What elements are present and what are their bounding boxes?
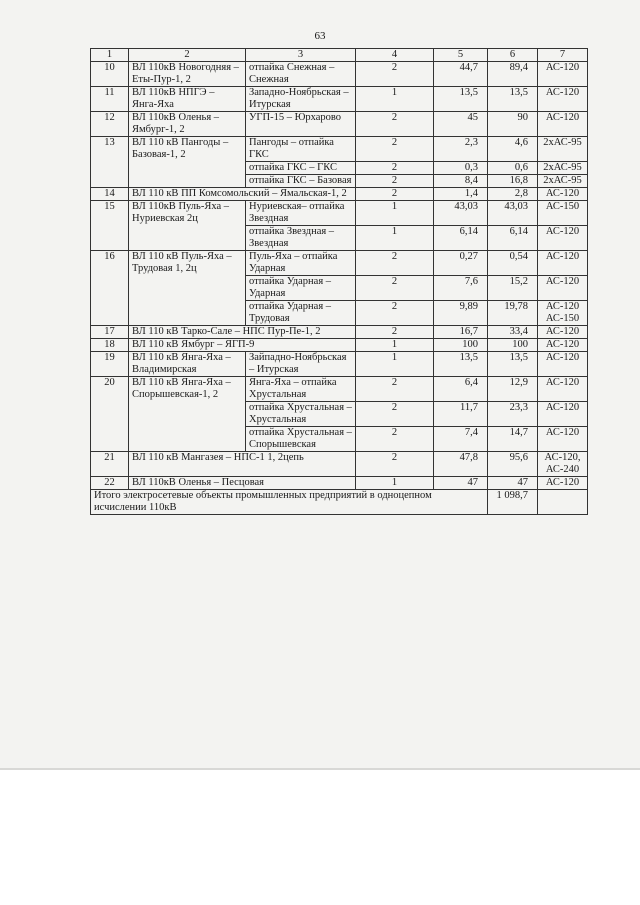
- total-length-cell: 15,2: [488, 276, 538, 301]
- length-cell: 11,7: [434, 402, 488, 427]
- table-row: [91, 477, 588, 490]
- wire-grade-cell: 2хАС-95: [538, 137, 588, 162]
- section-cell: отпайка Снежная – Снежная: [246, 62, 356, 87]
- total-length-cell: 12,9: [488, 377, 538, 402]
- total-length-cell: 23,3: [488, 402, 538, 427]
- length-cell: 8,4: [434, 175, 488, 188]
- length-cell: 43,03: [434, 201, 488, 226]
- line-name-cell: ВЛ 110 кВ Тарко-Сале – НПС Пур-Пе-1, 2: [129, 326, 356, 339]
- wire-grade-cell: АС-150: [538, 201, 588, 226]
- line-name-cell: ВЛ 110кВ Оленья – Песцовая: [129, 477, 356, 490]
- wire-grade-cell: АС-120: [538, 352, 588, 377]
- line-name-cell: ВЛ 110 кВ Ямбург – ЯГП-9: [129, 339, 356, 352]
- row-number-cell: 14: [91, 188, 129, 201]
- line-name-cell: ВЛ 110 кВ ПП Комсомольский – Ямальская-1, 2: [129, 188, 356, 201]
- row-number-cell: 10: [91, 62, 129, 87]
- empty-cell: [538, 490, 588, 515]
- section-cell: Пуль-Яха – отпайка Ударная: [246, 251, 356, 276]
- section-cell: отпайка Хрустальная – Хрустальная: [246, 402, 356, 427]
- section-cell: отпайка Хрустальная – Спорышевская: [246, 427, 356, 452]
- table-row: [91, 62, 588, 87]
- wire-grade-cell: АС-120: [538, 276, 588, 301]
- total-length-cell: 43,03: [488, 201, 538, 226]
- section-cell: отпайка ГКС – ГКС: [246, 162, 356, 175]
- line-name-cell: ВЛ 110кВ Пуль-Яха – Нуриевская 2ц: [129, 201, 246, 251]
- total-length-cell: 100: [488, 339, 538, 352]
- circuits-cell: 2: [356, 452, 434, 477]
- row-number-cell: 12: [91, 112, 129, 137]
- wire-grade-cell: АС-120: [538, 339, 588, 352]
- section-cell: отпайка Ударная – Трудовая: [246, 301, 356, 326]
- total-length-cell: 14,7: [488, 427, 538, 452]
- section-cell: отпайка Ударная – Ударная: [246, 276, 356, 301]
- header-cell: 7: [538, 49, 588, 62]
- wire-grade-cell: 2хАС-95: [538, 175, 588, 188]
- wire-grade-cell: АС-120: [538, 377, 588, 402]
- row-number-cell: 20: [91, 377, 129, 452]
- total-length-cell: 19,78: [488, 301, 538, 326]
- header-cell: 2: [129, 49, 246, 62]
- total-length-cell: 13,5: [488, 352, 538, 377]
- total-length-cell: 33,4: [488, 326, 538, 339]
- circuits-cell: 2: [356, 62, 434, 87]
- circuits-cell: 2: [356, 326, 434, 339]
- row-number-cell: 17: [91, 326, 129, 339]
- circuits-cell: 2: [356, 137, 434, 162]
- table-header-row: [91, 49, 588, 62]
- length-cell: 7,6: [434, 276, 488, 301]
- total-length-cell: 95,6: [488, 452, 538, 477]
- section-cell: Зайпадно-Ноябрьская – Итурская: [246, 352, 356, 377]
- wire-grade-cell: АС-120: [538, 402, 588, 427]
- length-cell: 2,3: [434, 137, 488, 162]
- wire-grade-cell: АС-120: [538, 226, 588, 251]
- section-cell: Янга-Яха – отпайка Хрустальная: [246, 377, 356, 402]
- length-cell: 45: [434, 112, 488, 137]
- header-cell: 5: [434, 49, 488, 62]
- circuits-cell: 1: [356, 339, 434, 352]
- wire-grade-cell: АС-120, АС-240: [538, 452, 588, 477]
- scan-edge: [0, 768, 640, 770]
- line-name-cell: ВЛ 110 кВ Пуль-Яха – Трудовая 1, 2ц: [129, 251, 246, 326]
- circuits-cell: 2: [356, 175, 434, 188]
- length-cell: 9,89: [434, 301, 488, 326]
- section-cell: УГП-15 – Юрхарово: [246, 112, 356, 137]
- wire-grade-cell: АС-120: [538, 62, 588, 87]
- length-cell: 1,4: [434, 188, 488, 201]
- total-row: [91, 490, 588, 515]
- page-number: 63: [314, 30, 326, 42]
- wire-grade-cell: АС-120: [538, 326, 588, 339]
- row-number-cell: 22: [91, 477, 129, 490]
- total-length-cell: 4,6: [488, 137, 538, 162]
- row-number-cell: 11: [91, 87, 129, 112]
- section-cell: Пангоды – отпайка ГКС: [246, 137, 356, 162]
- length-cell: 6,4: [434, 377, 488, 402]
- circuits-cell: 1: [356, 352, 434, 377]
- row-number-cell: 16: [91, 251, 129, 326]
- section-cell: Западно-Ноябрьская – Итурская: [246, 87, 356, 112]
- line-name-cell: ВЛ 110кВ НПГЭ – Янга-Яха: [129, 87, 246, 112]
- wire-grade-cell: АС-120: [538, 251, 588, 276]
- total-length-cell: 0,54: [488, 251, 538, 276]
- total-length-cell: 13,5: [488, 87, 538, 112]
- header-cell: 1: [91, 49, 129, 62]
- total-length-cell: 89,4: [488, 62, 538, 87]
- row-number-cell: 19: [91, 352, 129, 377]
- wire-grade-cell: 2хАС-95: [538, 162, 588, 175]
- circuits-cell: 1: [356, 226, 434, 251]
- length-cell: 44,7: [434, 62, 488, 87]
- total-label-cell: Итого электросетевые объекты промышленных предприятий в одноцепном исчислении 110кВ: [91, 490, 488, 515]
- length-cell: 16,7: [434, 326, 488, 339]
- length-cell: 6,14: [434, 226, 488, 251]
- row-number-cell: 15: [91, 201, 129, 251]
- total-length-cell: 6,14: [488, 226, 538, 251]
- table-row: [91, 137, 588, 162]
- table-row: [91, 452, 588, 477]
- line-name-cell: ВЛ 110 кВ Янга-Яха – Владимирская: [129, 352, 246, 377]
- circuits-cell: 2: [356, 427, 434, 452]
- wire-grade-cell: АС-120: [538, 477, 588, 490]
- table-row: [91, 352, 588, 377]
- header-cell: 4: [356, 49, 434, 62]
- length-cell: 100: [434, 339, 488, 352]
- length-cell: 13,5: [434, 87, 488, 112]
- section-cell: отпайка ГКС – Базовая: [246, 175, 356, 188]
- line-name-cell: ВЛ 110 кВ Пангоды – Базовая-1, 2: [129, 137, 246, 188]
- line-name-cell: ВЛ 110кВ Новогодняя – Еты-Пур-1, 2: [129, 62, 246, 87]
- table-row: [91, 377, 588, 402]
- table-row: [91, 251, 588, 276]
- section-cell: Нуриевская– отпайка Звездная: [246, 201, 356, 226]
- total-length-cell: 0,6: [488, 162, 538, 175]
- table-row: [91, 188, 588, 201]
- length-cell: 0,27: [434, 251, 488, 276]
- power-lines-table: [90, 48, 588, 515]
- line-name-cell: ВЛ 110 кВ Мангазея – НПС-1 1, 2цепь: [129, 452, 356, 477]
- circuits-cell: 2: [356, 377, 434, 402]
- header-cell: 6: [488, 49, 538, 62]
- total-length-cell: 90: [488, 112, 538, 137]
- total-length-cell: 2,8: [488, 188, 538, 201]
- row-number-cell: 21: [91, 452, 129, 477]
- circuits-cell: 1: [356, 87, 434, 112]
- header-cell: 3: [246, 49, 356, 62]
- length-cell: 7,4: [434, 427, 488, 452]
- wire-grade-cell: АС-120 АС-150: [538, 301, 588, 326]
- table-row: [91, 339, 588, 352]
- total-value-cell: 1 098,7: [488, 490, 538, 515]
- circuits-cell: 2: [356, 188, 434, 201]
- section-cell: отпайка Звездная – Звездная: [246, 226, 356, 251]
- circuits-cell: 2: [356, 162, 434, 175]
- row-number-cell: 13: [91, 137, 129, 188]
- circuits-cell: 2: [356, 112, 434, 137]
- circuits-cell: 2: [356, 251, 434, 276]
- total-length-cell: 16,8: [488, 175, 538, 188]
- wire-grade-cell: АС-120: [538, 112, 588, 137]
- length-cell: 47: [434, 477, 488, 490]
- table-row: [91, 87, 588, 112]
- row-number-cell: 18: [91, 339, 129, 352]
- circuits-cell: 2: [356, 301, 434, 326]
- length-cell: 0,3: [434, 162, 488, 175]
- circuits-cell: 1: [356, 477, 434, 490]
- circuits-cell: 2: [356, 276, 434, 301]
- table-row: [91, 112, 588, 137]
- total-length-cell: 47: [488, 477, 538, 490]
- circuits-cell: 1: [356, 201, 434, 226]
- table-row: [91, 326, 588, 339]
- table-row: [91, 201, 588, 226]
- circuits-cell: 2: [356, 402, 434, 427]
- wire-grade-cell: АС-120: [538, 188, 588, 201]
- line-name-cell: ВЛ 110 кВ Янга-Яха – Спорышевская-1, 2: [129, 377, 246, 452]
- line-name-cell: ВЛ 110кВ Оленья – Ямбург-1, 2: [129, 112, 246, 137]
- wire-grade-cell: АС-120: [538, 87, 588, 112]
- length-cell: 13,5: [434, 352, 488, 377]
- length-cell: 47,8: [434, 452, 488, 477]
- wire-grade-cell: АС-120: [538, 427, 588, 452]
